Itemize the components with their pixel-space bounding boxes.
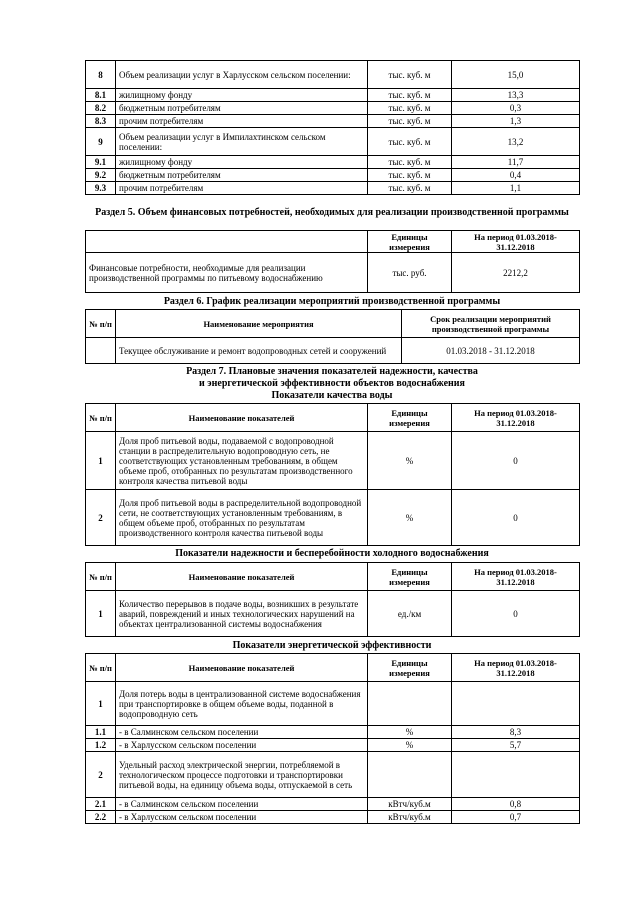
- row-num: 2.1: [86, 798, 116, 811]
- row-name: - в Харлусском сельском поселении: [116, 739, 368, 752]
- row-num: 8.3: [86, 115, 116, 128]
- row-unit: тыс. куб. м: [368, 169, 452, 182]
- section5-title: Раздел 5. Объем финансовых потребностей, необходимых для реализации производственной программы: [95, 207, 569, 218]
- header-num: № п/п: [86, 654, 116, 682]
- header-indicator: Наименование показателей: [116, 404, 368, 432]
- table-row: [86, 61, 580, 89]
- energy-table: [85, 653, 580, 824]
- row-value: 0: [452, 591, 580, 637]
- section7-title-line2: и энергетической эффективности объектов водоснабжения: [199, 378, 465, 389]
- energy-title: Показатели энергетической эффективности: [232, 640, 432, 651]
- empty-header: [86, 231, 368, 253]
- header-unit: Единицы измерения: [368, 231, 452, 253]
- row-unit: кВтч/куб.м: [368, 811, 452, 824]
- row-num: 1: [86, 591, 116, 637]
- table-row: [86, 798, 580, 811]
- row-value: 0,8: [452, 798, 580, 811]
- row-unit: тыс. куб. м: [368, 128, 452, 156]
- row-name: бюджетным потребителям: [116, 169, 368, 182]
- header-unit: Единицы измерения: [368, 404, 452, 432]
- row-num: 9.3: [86, 182, 116, 195]
- row-name: прочим потребителям: [116, 182, 368, 195]
- row-value: 0: [452, 490, 580, 546]
- row-name: Объем реализации услуг в Харлусском сельском поселении:: [116, 61, 368, 89]
- header-period: На период 01.03.2018-31.12.2018: [452, 231, 580, 253]
- row-unit: %: [368, 739, 452, 752]
- row-num: 9.2: [86, 169, 116, 182]
- table-row: [86, 115, 580, 128]
- measure-term: 01.03.2018 - 31.12.2018: [402, 338, 580, 364]
- row-value: 8,3: [452, 726, 580, 739]
- table-row: [86, 89, 580, 102]
- header-period: На период 01.03.2018-31.12.2018: [452, 654, 580, 682]
- row-num: 1: [86, 432, 116, 490]
- row-name: жилищному фонду: [116, 156, 368, 169]
- header-period: На период 01.03.2018-31.12.2018: [452, 404, 580, 432]
- quality-table: [85, 403, 580, 546]
- table-row: [86, 739, 580, 752]
- row-name: Доля проб питьевой воды, подаваемой с водопроводной станции в распределительную водопроводную сеть, не соответствующих установленным требованиям, в общем объеме проб, отобранных по результатам производственного контроля качества питьевой воды: [116, 432, 368, 490]
- row-num: 9.1: [86, 156, 116, 169]
- header-num: № п/п: [86, 404, 116, 432]
- row-value: [452, 682, 580, 726]
- header-unit: Единицы измерения: [368, 654, 452, 682]
- row-name: прочим потребителям: [116, 115, 368, 128]
- row-name: Доля потерь воды в централизованной системе водоснабжения при транспортировке в общем объеме воды, поданной в водопроводную сеть: [116, 682, 368, 726]
- header-measure: Наименование мероприятия: [116, 310, 402, 338]
- measure-name: Текущее обслуживание и ремонт водопроводных сетей и сооружений: [116, 338, 402, 364]
- row-unit: тыс. куб. м: [368, 156, 452, 169]
- row-value: 13,3: [452, 89, 580, 102]
- finance-unit: тыс. руб.: [368, 253, 452, 293]
- table-row: [86, 752, 580, 798]
- row-unit: [368, 752, 452, 798]
- row-num: 8: [86, 61, 116, 89]
- row-unit: тыс. куб. м: [368, 115, 452, 128]
- table-row: [86, 128, 580, 156]
- row-value: 15,0: [452, 61, 580, 89]
- row-num: 9: [86, 128, 116, 156]
- header-indicator: Наименование показателей: [116, 654, 368, 682]
- row-num: 2: [86, 752, 116, 798]
- table-row: [86, 591, 580, 637]
- table-row: [86, 432, 580, 490]
- row-name: Объем реализации услуг в Импилахтинском сельском поселении:: [116, 128, 368, 156]
- row-value: 11,7: [452, 156, 580, 169]
- row-name: Доля проб питьевой воды в распределительной водопроводной сети, не соответствующих установленным требованиям, в общем объеме проб, отобранных по результатам производственного контроля качества питьевой воды: [116, 490, 368, 546]
- row-name: Количество перерывов в подаче воды, возникших в результате аварий, повреждений и иных технологических нарушений на объектах централизованной системы водоснабжения: [116, 591, 368, 637]
- header-period: На период 01.03.2018-31.12.2018: [452, 563, 580, 591]
- section6-title: Раздел 6. График реализации мероприятий производственной программы: [163, 296, 501, 307]
- finance-name: Финансовые потребности, необходимые для реализации производственной программы по питьевому водоснабжению: [86, 253, 368, 293]
- table-row: [86, 156, 580, 169]
- row-num: 1: [86, 682, 116, 726]
- row-value: 0,7: [452, 811, 580, 824]
- row-value: 1,3: [452, 115, 580, 128]
- row-name: - в Салминском сельском поселении: [116, 798, 368, 811]
- row-value: [452, 752, 580, 798]
- table-row: [86, 811, 580, 824]
- table-row: [86, 726, 580, 739]
- schedule-table: [85, 309, 580, 364]
- row-num: [86, 338, 116, 364]
- section7-title-line1: Раздел 7. Плановые значения показателей надежности, качества: [186, 366, 478, 377]
- header-num: № п/п: [86, 310, 116, 338]
- header-num: № п/п: [86, 563, 116, 591]
- row-num: 2.2: [86, 811, 116, 824]
- row-name: - в Харлусском сельском поселении: [116, 811, 368, 824]
- row-value: 1,1: [452, 182, 580, 195]
- table-row: [86, 490, 580, 546]
- table-row: [86, 182, 580, 195]
- header-indicator: Наименование показателей: [116, 563, 368, 591]
- reliability-table: [85, 562, 580, 637]
- row-name: - в Салминском сельском поселении: [116, 726, 368, 739]
- row-unit: тыс. куб. м: [368, 182, 452, 195]
- quality-title: Показатели качества воды: [271, 390, 393, 401]
- header-unit: Единицы измерения: [368, 563, 452, 591]
- row-unit: тыс. куб. м: [368, 102, 452, 115]
- row-unit: %: [368, 432, 452, 490]
- row-value: 13,2: [452, 128, 580, 156]
- header-term: Срок реализации мероприятий производственной программы: [402, 310, 580, 338]
- reliability-title: Показатели надежности и бесперебойности холодного водоснабжения: [175, 548, 489, 559]
- row-unit: кВтч/куб.м: [368, 798, 452, 811]
- row-unit: тыс. куб. м: [368, 89, 452, 102]
- row-num: 8.2: [86, 102, 116, 115]
- table-row: [86, 102, 580, 115]
- row-num: 1.2: [86, 739, 116, 752]
- row-value: 0,4: [452, 169, 580, 182]
- row-name: Удельный расход электрической энергии, потребляемой в технологическом процессе подготовки и транспортировки питьевой воды, на единицу объема воды, отпускаемой в сеть: [116, 752, 368, 798]
- row-value: 5,7: [452, 739, 580, 752]
- table-row: [86, 169, 580, 182]
- row-unit: ед./км: [368, 591, 452, 637]
- row-num: 1.1: [86, 726, 116, 739]
- finance-table: [85, 230, 580, 293]
- row-name: бюджетным потребителям: [116, 102, 368, 115]
- row-value: 0: [452, 432, 580, 490]
- row-unit: [368, 682, 452, 726]
- row-name: жилищному фонду: [116, 89, 368, 102]
- row-unit: тыс. куб. м: [368, 61, 452, 89]
- row-unit: %: [368, 490, 452, 546]
- table-row: [86, 682, 580, 726]
- row-num: 8.1: [86, 89, 116, 102]
- row-unit: %: [368, 726, 452, 739]
- finance-value: 2212,2: [452, 253, 580, 293]
- row-value: 0,3: [452, 102, 580, 115]
- volume-table: [85, 60, 580, 195]
- row-num: 2: [86, 490, 116, 546]
